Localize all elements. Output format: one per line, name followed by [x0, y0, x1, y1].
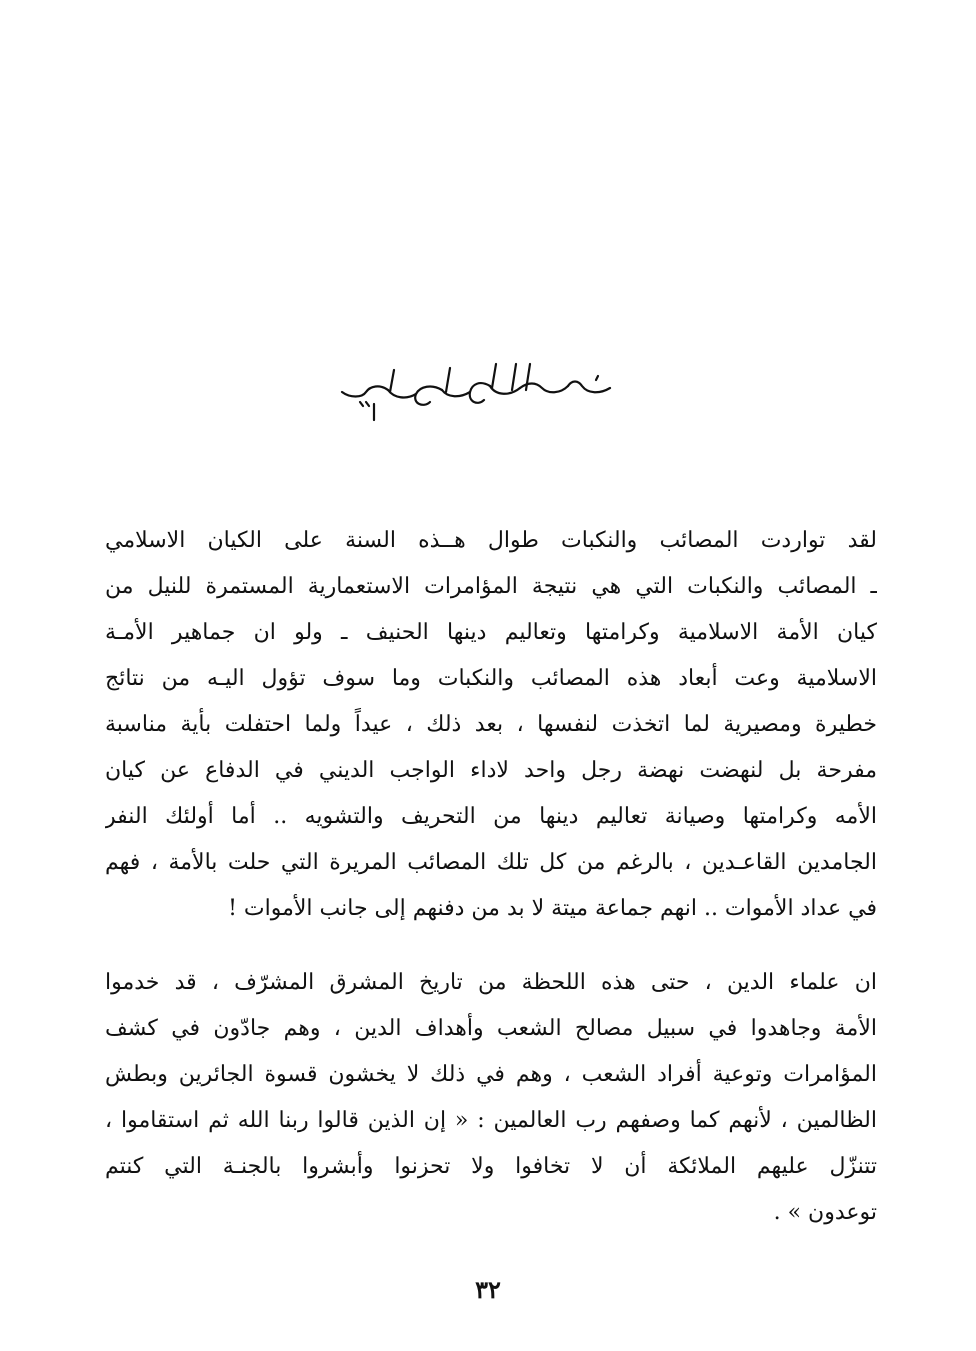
text-line: خطيرة ومصيرية لما اتخذت لنفسها ، بعد ذلك ، عيداً ولما احتفلت بأية مناسبة [105, 712, 877, 737]
basmala-text: بسم الله الرحمن الرحيم [464, 428, 476, 429]
basmala-calligraphy [320, 350, 620, 430]
text-line: المؤامرات وتوعية أفراد الشعب ، وهم في ذلك لا يخشون قسوة الجائرين وبطش [105, 1062, 877, 1087]
text-line: الأمه وكرامتها وصيانة تعاليم دينها من التحريف والتشويه .. أما أولئك النفر [105, 804, 877, 829]
basmala-calligraphy-drawing [320, 350, 620, 430]
text-line: لقد تواردت المصائب والنكبات طوال هــذه السنة على الكيان الاسلامي [105, 528, 877, 553]
text-line: الظالمين ، لأنهم كما وصفهم رب العالمين : « إن الذين قالوا ربنا الله ثم استقاموا ، [105, 1108, 877, 1133]
text-line: مفرحة بل لنهضت نهضة رجل واحد لاداء الواجب الديني في الدفاع عن كيان [105, 758, 877, 783]
text-line: ـ المصائب والنكبات التي هي نتيجة المؤامرات الاستعمارية المستمرة للنيل من [105, 574, 877, 599]
text-line: تتنزّل عليهم الملائكة أن لا تخافوا ولا تحزنوا وأبشروا بالجنـة التي كنتم [105, 1154, 877, 1179]
page-number: ٣٢ [475, 1275, 501, 1304]
text-line: ان علماء الدين ، حتى هذه اللحظة من تاريخ المشرق المشرّف ، قد خدموا [105, 970, 877, 995]
text-line: في عداد الأموات .. انهم جماعة ميتة لا بد من دفنهم إلى جانب الأموات ! [228, 896, 877, 921]
text-line: الاسلامية وعت أبعاد هذه المصائب والنكبات وما سوف تؤول اليـه من نتائج [105, 666, 877, 691]
paragraph-1 [105, 518, 877, 932]
text-line: الجامدين القاعـدين ، بالرغم من كل تلك المصائب المريرة التي حلت بالأمة ، فهم [105, 850, 877, 875]
text-line: الأمة وجاهدوا في سبيل مصالح الشعب وأهداف الدين ، وهم جادّون في كشف [105, 1016, 877, 1041]
text-line: توعدون » . [773, 1200, 877, 1225]
text-line: كيان الأمة الاسلامية وكرامتها وتعاليم دينها الحنيف ـ ولو ان جماهير الأمـة [105, 620, 877, 645]
paragraph-2 [105, 960, 877, 1236]
